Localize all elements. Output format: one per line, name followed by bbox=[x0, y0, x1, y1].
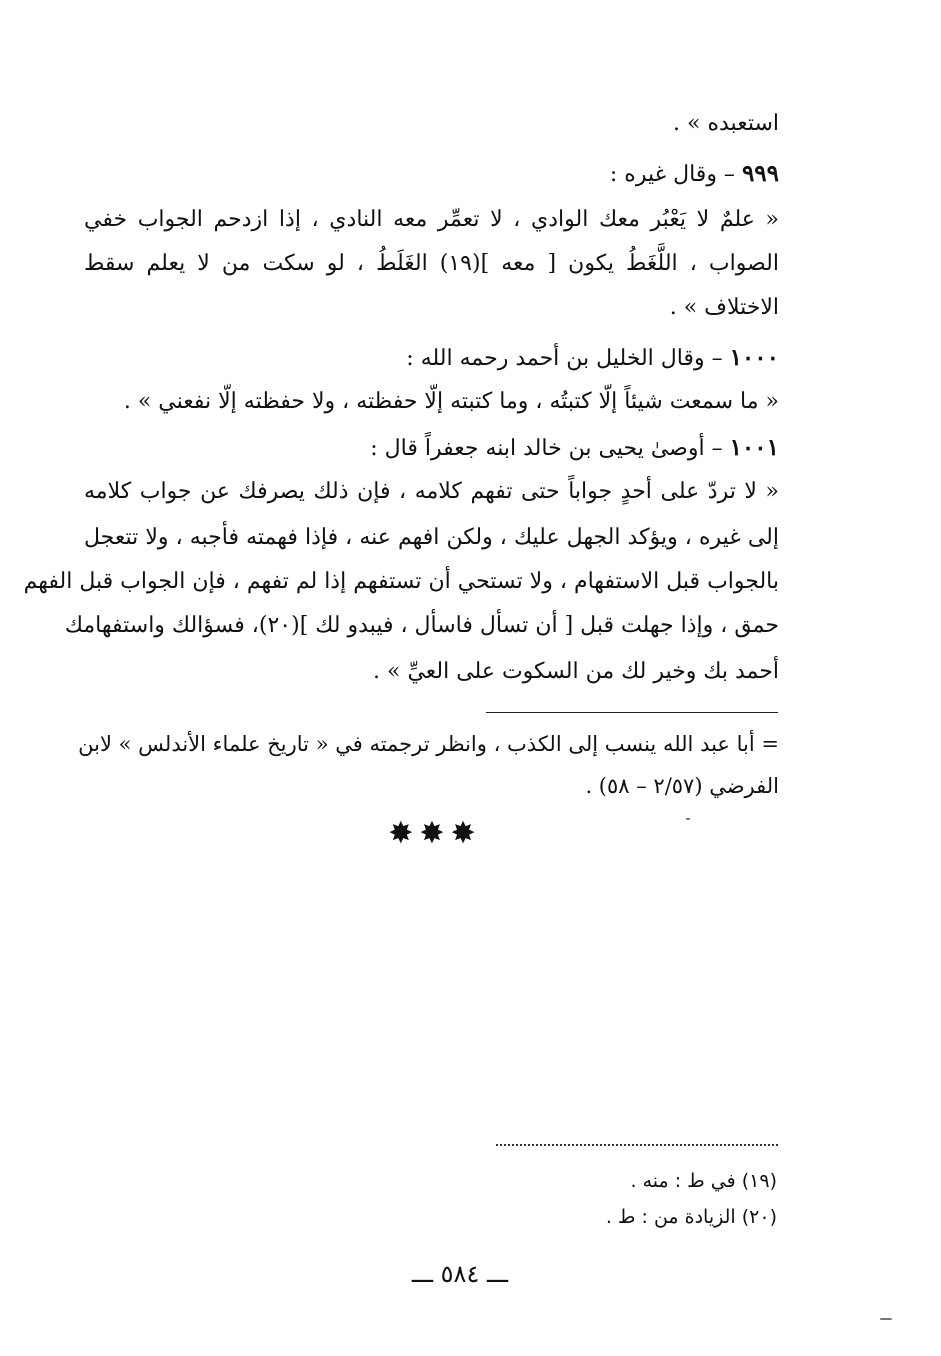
entry-1000-line-1: « ما سمعت شيئاً إلّا كتبتُه ، وما كتبته إلّا حفظته ، ولا حفظته إلّا نفعني » . bbox=[123, 389, 779, 414]
entry-1000-heading bbox=[84, 336, 779, 381]
entry-1001-line-2: إلى غيره ، ويؤكد الجهل عليك ، ولكن افهم عنه ، فإذا فهمته فأجبه ، ولا تتعجل bbox=[84, 525, 779, 550]
page-number: ـــ ٥٨٤ ـــ bbox=[411, 1260, 509, 1288]
footnote-rule bbox=[486, 712, 778, 713]
entry-number: ١٠٠٠ bbox=[729, 344, 779, 371]
intro-text: استعبده » . bbox=[673, 111, 779, 136]
entry-999-heading bbox=[84, 152, 779, 197]
footnote-text: في ط : منه . bbox=[630, 1170, 736, 1192]
footnote-text: الزيادة من : ط . bbox=[605, 1206, 736, 1228]
footnotes-dotted-rule bbox=[496, 1144, 778, 1146]
entry-heading: – أوصىٰ يحيى بن خالد ابنه جعفراً قال : bbox=[370, 436, 723, 461]
entry-999-line-3: الاختلاف » . bbox=[669, 295, 779, 320]
entry-1001-line-5: أحمد بك وخير لك من السكوت على العيِّ » . bbox=[373, 659, 779, 684]
scan-speck bbox=[880, 1318, 892, 1320]
entry-number: ١٠٠١ bbox=[729, 434, 779, 461]
section-separator-stars: ✸✸✸ bbox=[388, 816, 482, 851]
footnote-marker: (٢٠) bbox=[741, 1206, 777, 1228]
text-line-intro bbox=[84, 102, 779, 146]
entry-999-line-1: « علمٌ لا يَعْبُر معك الوادي ، لا تعمِّر معه النادي ، إذا ازدحم الجواب خفي bbox=[84, 207, 779, 232]
entry-1001-heading bbox=[84, 426, 779, 471]
entry-1001-line-1: « لا تردّ على أحدٍ جواباً حتى تفهم كلامه ، فإن ذلك يصرفك عن جواب كلامه bbox=[84, 479, 779, 504]
entry-heading: – وقال غيره : bbox=[609, 162, 735, 187]
footnote-marker: (١٩) bbox=[741, 1170, 777, 1192]
entry-1001-line-4: حمق ، وإذا جهلت قبل [ أن تسأل فاسأل ، فيبدو لك ](٢٠)، فسؤالك واستفهامك bbox=[64, 613, 779, 638]
carryover-note-line-2: الفرضي (٢/٥٧ – ٥٨) . bbox=[585, 774, 779, 798]
entry-heading: – وقال الخليل بن أحمد رحمه الله : bbox=[406, 346, 723, 371]
entry-999-line-2: الصواب ، اللَّغَطُ يكون [ معه ](١٩) الغَلَطُ ، لو سكت من لا يعلم سقط bbox=[84, 251, 779, 276]
entry-1001-line-3: بالجواب قبل الاستفهام ، ولا تستحي أن تستفهم إذا لم تفهم ، فإن الجواب قبل الفهم bbox=[23, 569, 779, 594]
carryover-note-line-1: = أبا عبد الله ينسب إلى الكذب ، وانظر ترجمته في « تاريخ علماء الأندلس » لابن bbox=[78, 732, 779, 756]
footnote-19 bbox=[631, 1170, 778, 1192]
entry-number: ٩٩٩ bbox=[741, 160, 779, 187]
scan-speck bbox=[686, 818, 690, 820]
footnote-20 bbox=[606, 1206, 777, 1228]
